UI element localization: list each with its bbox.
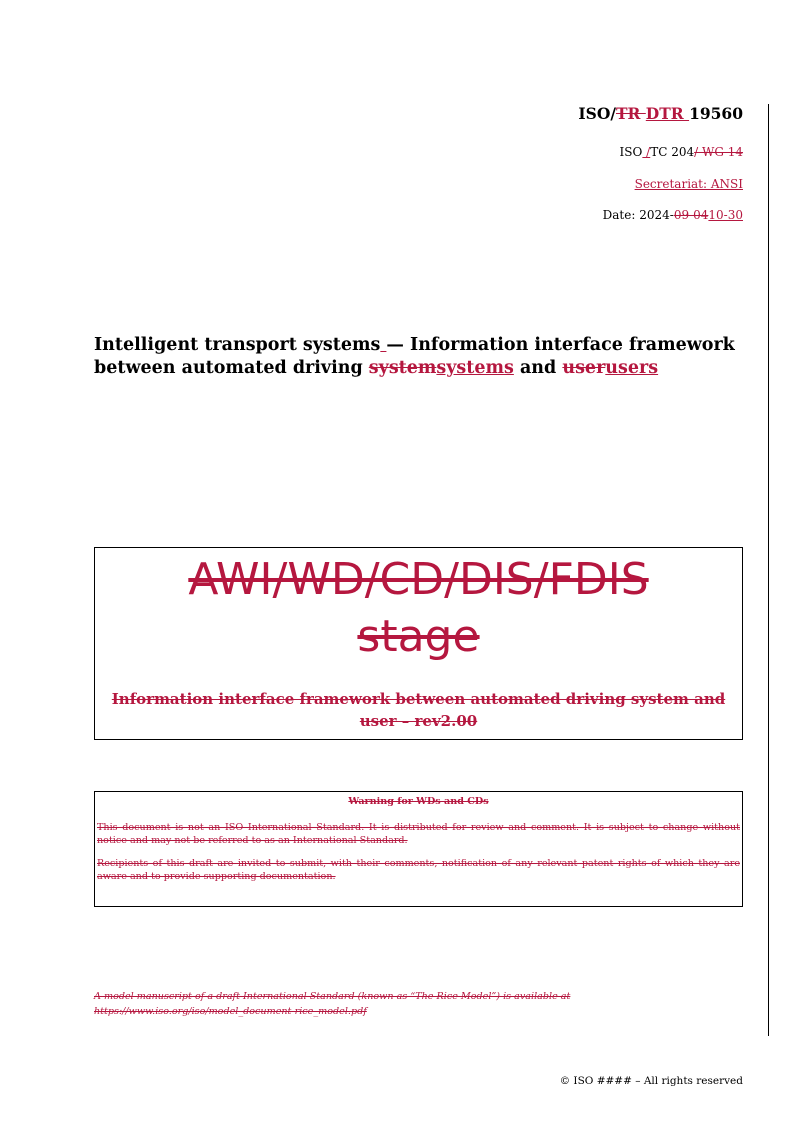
- stage-subtitle: Information interface framework between automated driving system and user – rev2.00: [111, 690, 726, 730]
- inserted-text: systems: [436, 358, 514, 378]
- copyright-footer: © ISO #### – All rights reserved: [559, 1075, 743, 1087]
- inserted-text: users: [605, 358, 659, 378]
- deleted-text: / WG 14: [694, 145, 743, 159]
- inserted-text: DTR: [645, 104, 690, 123]
- stage-box: [94, 547, 743, 740]
- secretariat: Secretariat: ANSI: [634, 177, 743, 191]
- deleted-text: TR: [615, 104, 646, 123]
- document-date: Date: 2024-09-0410-30: [602, 208, 743, 222]
- warning-paragraph: Recipients of this draft are invited to submit, with their comments, notification of any relevant patent rights of which they are aware and to provide supporting documentation.: [97, 858, 740, 882]
- deleted-text: user: [562, 358, 606, 378]
- document-reference: ISO/TR DTR 19560: [578, 104, 743, 123]
- stage-word: stage: [357, 611, 480, 662]
- inserted-text: /: [642, 145, 651, 159]
- rice-model-note: [94, 989, 694, 1019]
- deleted-text: 09-04: [673, 208, 709, 222]
- warning-box: [94, 791, 743, 907]
- change-bar: [768, 104, 769, 1036]
- warning-title: Warning for WDs and CDs: [348, 796, 489, 807]
- document-title: Intelligent transport systems — Information interface framework between automated driving systemsystems and userusers: [94, 335, 735, 378]
- warning-paragraph: This document is not an ISO International Standard. It is distributed for review and comment. It is subject to change without notice and may not be referred to as an International Standard.: [97, 822, 740, 846]
- rice-note-text: A model manuscript of a draft International Standard (known as “The Rice Model”) is available at: [94, 991, 571, 1002]
- inserted-text: 10-30: [708, 208, 743, 222]
- rice-note-link[interactable]: https://www.iso.org/iso/model_document-rice_model.pdf: [94, 1006, 367, 1017]
- stage-label: AWI/WD/CD/DIS/FDIS: [188, 554, 649, 605]
- deleted-text: system: [368, 358, 437, 378]
- committee-reference: ISO /TC 204/ WG 14: [619, 145, 743, 159]
